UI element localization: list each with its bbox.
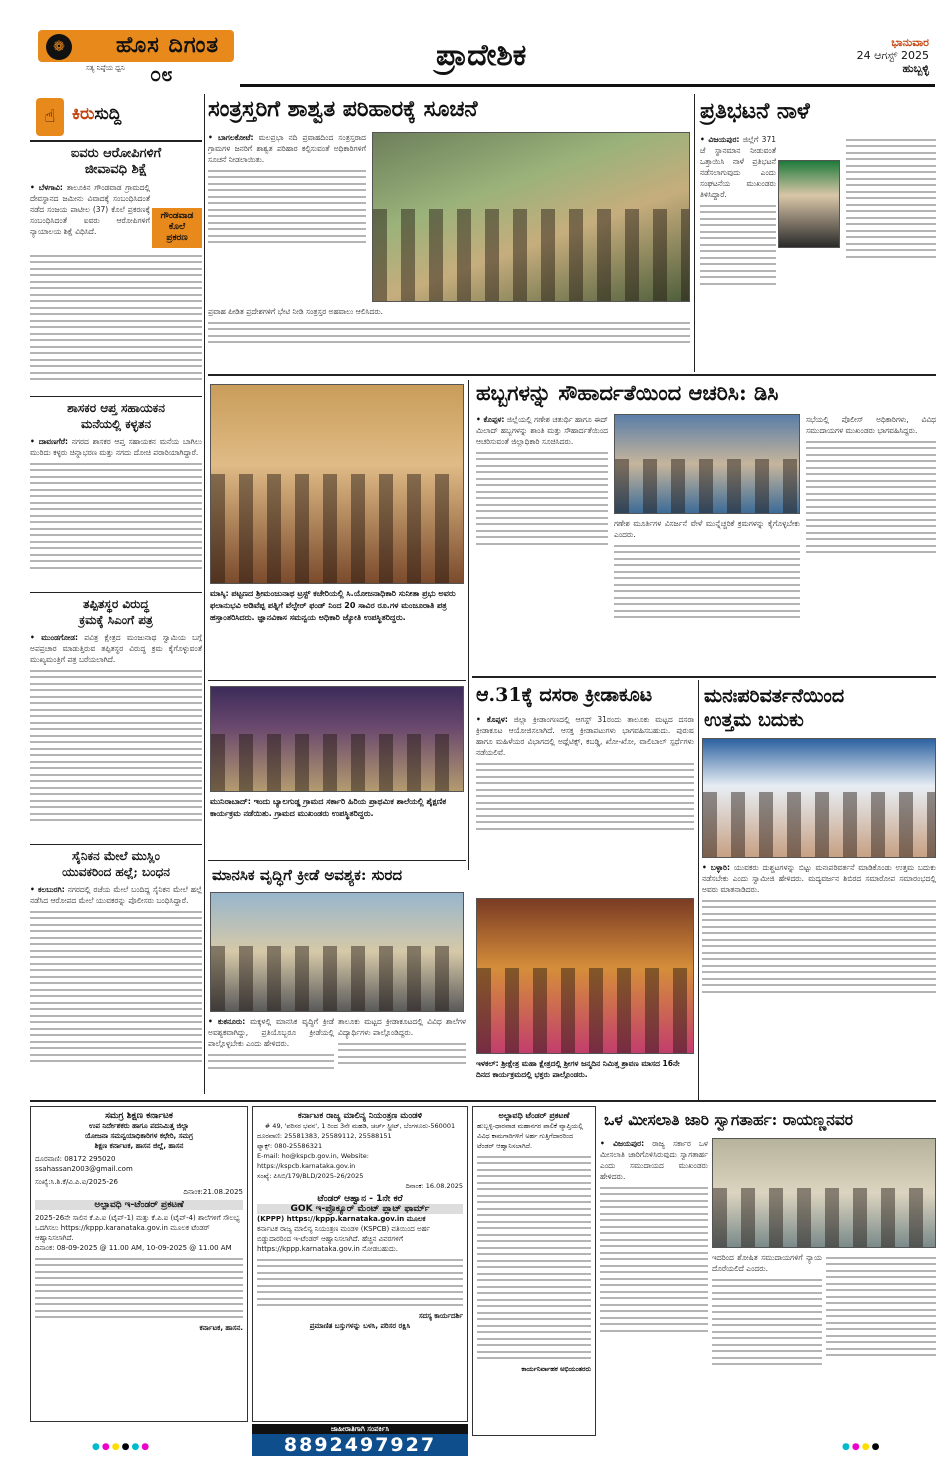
story-body bbox=[600, 1138, 708, 1440]
box-line: ಕೊಲೆ bbox=[168, 222, 186, 232]
story-body bbox=[338, 1016, 466, 1100]
divider bbox=[30, 1100, 936, 1102]
ad-url: (KPPP) https://kppp.karnataka.gov.in ಮೂಲಕ bbox=[257, 1215, 426, 1223]
brief-headline-line: ಶಾಸಕರ ಆಪ್ತ ಸಹಾಯಕನ bbox=[67, 401, 165, 415]
hand-icon: ☝ bbox=[36, 98, 64, 136]
divider bbox=[30, 592, 202, 593]
logo bbox=[38, 30, 234, 62]
ad-line: ಉಪ ನಿರ್ದೇಶಕರು ಹಾಗೂ ಪದನಿಮಿತ್ತ ಜಿಲ್ಲಾ bbox=[89, 1122, 189, 1130]
day: ಭಾನುವಾರ bbox=[891, 36, 929, 49]
ad-web: E-mail: ho@kspcb.gov.in, Website: https://kspcb.karnataka.gov.in bbox=[257, 1152, 369, 1170]
story-body bbox=[476, 714, 694, 894]
ad-date: ದಿನಾಂಕ: 16.08.2025 bbox=[405, 1182, 463, 1190]
brief-headline bbox=[30, 848, 202, 880]
column-rule bbox=[204, 94, 205, 1094]
ad-body: 2025-26ನೇ ಸಾಲಿನ ಕೆ.ಪಿ.ಐ (ಟೈಪ್-1) ಮತ್ತು ಕೆ.ಪಿ.ಐ (ಟೈಪ್-4) ಶಾಲೆಗಳಿಗೆ ಸೌಲಭ್ಯ ಒದಗಿಸಲು https://kppp.karanataka.gov.in ಮೂಲಕ ಟೆಂಡರ್ ಆಹ್ವಾನಿಸಲಾಗಿದೆ. bbox=[35, 1214, 240, 1242]
story-body bbox=[826, 1252, 936, 1440]
ad-ref: ಸಂಖ್ಯೆ:ಸಿ.ಶಿ.ಕೆ/ವಿ.ಪಿ.ಐ/2025-26 bbox=[35, 1178, 118, 1186]
tender-ad-3 bbox=[472, 1106, 596, 1436]
tagline: ಸತ್ಯ ನಿಷ್ಠೆಯ ಧ್ವನಿ bbox=[86, 64, 125, 72]
brief-body bbox=[30, 436, 202, 588]
divider bbox=[208, 374, 936, 376]
story-body bbox=[614, 518, 800, 668]
ad-date: ದಿನಾಂಕ:21.08.2025 bbox=[183, 1188, 243, 1196]
protest-photo bbox=[372, 132, 690, 302]
portrait-photo bbox=[778, 160, 840, 248]
brief-text: ನಗರದಲ್ಲಿ ರಜೆಯ ಮೇಲೆ ಬಂದಿದ್ದ ಸೈನಿಕನ ಮೇಲೆ ಹಲ್ಲೆ ನಡೆಸಿದ ಆರೋಪದ ಮೇಲೆ ಯುವಕರನ್ನು ಪೊಲೀಸರು ಬಂಧಿಸಿದ್ದಾರೆ. bbox=[30, 885, 202, 905]
brief-headline-line: ತಪ್ಪಿತಸ್ಥರ ವಿರುದ್ಧ bbox=[82, 597, 150, 611]
story-body bbox=[712, 1252, 822, 1440]
dateline: • ಕುಕನೂರು: bbox=[208, 1017, 246, 1026]
story-text: ಪುರುಷ ಹಾಗೂ ಮಹಿಳೆಯರ ವಿಭಾಗದಲ್ಲಿ ಅಥ್ಲೆಟಿಕ್ಸ್, ಕಬಡ್ಡಿ, ಖೋ-ಖೋ, ವಾಲಿಬಾಲ್ ಸ್ಪರ್ಧೆಗಳು ನಡೆಯಲಿವೆ. bbox=[476, 726, 694, 757]
dateline: • ಕೊಪ್ಪಳ: bbox=[476, 415, 505, 424]
story-text: ಜಿಲ್ಲಾ ಕ್ರೀಡಾಂಗಣದಲ್ಲಿ ಆಗಸ್ಟ್ 31ರಂದು ತಾಲೂಕು ಮಟ್ಟದ ದಸರಾ ಕ್ರೀಡಾಕೂಟ ಆಯೋಜಿಸಲಾಗಿದೆ. ಆಸಕ್ತ ಕ್ರೀಡಾಪಟುಗಳು ಭಾಗವಹಿಸಬಹುದು. bbox=[476, 715, 694, 735]
masthead bbox=[0, 0, 945, 88]
divider bbox=[208, 680, 466, 681]
divider bbox=[30, 140, 202, 142]
brief-headline-line: ಯುವಕರಿಂದ ಹಲ್ಲೆ; ಬಂಧನ bbox=[62, 865, 170, 879]
ad-contact-number: 8892497927 bbox=[252, 1434, 468, 1456]
story-body bbox=[476, 414, 608, 668]
brief-headline bbox=[30, 596, 202, 628]
award-photo bbox=[210, 384, 464, 584]
ad-notice: ಅಲ್ಪಾವಧಿ ಇ-ಟೆಂಡರ್ ಪ್ರಕಟಣೆ bbox=[35, 1200, 243, 1210]
ceremony-photo bbox=[476, 898, 694, 1054]
brief-body bbox=[30, 632, 202, 840]
column-rule bbox=[468, 380, 469, 870]
story-text: ಜಿಲ್ಲೆಯಲ್ಲಿ ಗಣೇಶ ಚತುರ್ಥಿ ಹಾಗೂ ಈದ್ ಮಿಲಾದ್ ಹಬ್ಬಗಳನ್ನು ಶಾಂತಿ ಮತ್ತು ಸೌಹಾರ್ದತೆಯಿಂದ ಆಚರಿಸುವಂತೆ ಜಿಲ್ಲಾಧಿಕಾರಿ ಸೂಚಿಸಿದರು. bbox=[476, 415, 608, 446]
ad-title: ಅಲ್ಪಾವಧಿ ಟೆಂಡರ್ ಪ್ರಕಟಣೆ bbox=[498, 1111, 570, 1120]
story-text: ಯುವಕರು ದುಶ್ಚಟಗಳನ್ನು ಬಿಟ್ಟು ಮನಃಪರಿವರ್ತನೆ ಮಾಡಿಕೊಂಡು ಉತ್ತಮ ಬದುಕು ನಡೆಸಬೇಕು ಎಂದು ಸ್ವಾಮೀಜಿ ಹೇಳಿದರು. bbox=[702, 863, 936, 883]
brief-text: ನಗರದ ಶಾಸಕರ ಆಪ್ತ ಸಹಾಯಕನ ಮನೆಯ ಬಾಗಿಲು ಮುರಿದು ಕಳ್ಳರು ಚಿನ್ನಾಭರಣ ಮತ್ತು ನಗದು ದೋಚಿ ಪರಾರಿಯಾಗಿದ್ದಾರೆ. bbox=[30, 437, 202, 457]
story-headline: ಸಂತ್ರಸ್ತರಿಗೆ ಶಾಶ್ವತ ಪರಿಹಾರಕ್ಕೆ ಸೂಚನೆ bbox=[208, 96, 478, 122]
brief-text: ಪವಿತ್ರ ಕ್ಷೇತ್ರದ ಮಂಜುನಾಥ ಸ್ವಾಮಿಯ ಬಗ್ಗೆ ಅಪಪ್ರಚಾರ ಮಾಡುತ್ತಿರುವ ತಪ್ಪಿತಸ್ಥರ ವಿರುದ್ಧ ಕ್ರಮ ಕೈಗೊಳ್ಳುವಂತೆ ಮುಖ್ಯಮಂತ್ರಿಗೆ ಪತ್ರ ಬರೆಯಲಾಗಿದೆ. bbox=[30, 633, 202, 664]
ad-sign: ಕಾರ್ಯನಿರ್ವಾಹಕ ಅಭಿಯಂತರರು bbox=[521, 1364, 591, 1373]
ad-line: ಯೋಜನಾ ಸಮನ್ವಯಾಧಿಕಾರಿಗಳ ಕಛೇರಿ, ಸಮಗ್ರ bbox=[84, 1132, 194, 1140]
story-text: ತಾಲೂಕು ಮಟ್ಟದ ಕ್ರೀಡಾಕೂಟದಲ್ಲಿ ವಿವಿಧ ಶಾಲೆಗಳ ವಿದ್ಯಾರ್ಥಿಗಳು ಪಾಲ್ಗೊಂಡಿದ್ದರು. bbox=[338, 1017, 466, 1037]
ad-body: ಹುಬ್ಬಳ್ಳಿ-ಧಾರವಾಡ ಮಹಾನಗರ ಪಾಲಿಕೆ ವ್ಯಾಪ್ತಿಯಲ್ಲಿ ವಿವಿಧ ಕಾಮಗಾರಿಗಳಿಗೆ ಅರ್ಹ ಗುತ್ತಿಗೆದಾರರಿಂದ ಟೆಂಡರ್ ಆಹ್ವಾನಿಸಲಾಗಿದೆ. bbox=[477, 1122, 584, 1150]
story-headline: ಪ್ರತಿಭಟನೆ ನಾಳೆ bbox=[700, 98, 810, 124]
city: ಹುಬ್ಬಳ್ಳಿ bbox=[902, 62, 929, 75]
divider bbox=[208, 860, 466, 861]
ad-footer: ಪ್ರಮಾಣಿತ ಬಸ್ತುಗಳನ್ನು ಬಳಸಿ, ಪರಿಸರ ರಕ್ಷಿಸಿ bbox=[309, 1321, 411, 1330]
story-body bbox=[208, 306, 690, 370]
brief-filler bbox=[30, 250, 202, 390]
photo-caption: ಮುನಿರಾಬಾದ್: ಇಂದು ಬ್ಯಾಲಗುಡ್ಡ ಗ್ರಾಮದ ಸರ್ಕಾರಿ ಹಿರಿಯ ಪ್ರಾಥಮಿಕ ಶಾಲೆಯಲ್ಲಿ ಶೈಕ್ಷಣಿಕ ಕಾರ್ಯಕ್ರಮ ನಡೆಯಿತು. ಗ್ರಾಮದ ಮುಖಂಡರು ಉಪಸ್ಥಿತರಿದ್ದರು. bbox=[210, 797, 447, 818]
story-headline-line: ಉತ್ತಮ ಬದುಕು bbox=[704, 709, 804, 731]
ad-address: # 49, 'ಪರಿಸರ ಭವನ', 1 ರಿಂದ 3ನೇ ಮಹಡಿ, ಚರ್ಚ್ ಸ್ಟ್ರೀಟ್, ಬೆಂಗಳೂರು-560001 bbox=[264, 1122, 456, 1130]
registration-marks: ●●●●●● bbox=[92, 1442, 152, 1452]
story-body bbox=[208, 132, 366, 302]
dateline: • ಬಾಗಲಕೋಟೆ: bbox=[208, 133, 254, 142]
registration-marks: ●●●● bbox=[842, 1442, 882, 1452]
brief-body bbox=[30, 884, 202, 1089]
story-text: ರಾಜ್ಯ ಸರ್ಕಾರ ಒಳ ಮೀಸಲಾತಿ ಜಾರಿಗೊಳಿಸಿರುವುದು ಸ್ವಾಗತಾರ್ಹ ಎಂದು ಸಮುದಾಯದ ಮುಖಂಡರು ಹೇಳಿದರು. bbox=[600, 1139, 708, 1181]
ad-title: ಕರ್ನಾಟಕ ರಾಜ್ಯ ಮಾಲಿನ್ಯ ನಿಯಂತ್ರಣ ಮಂಡಳಿ bbox=[297, 1111, 423, 1121]
meeting-photo bbox=[614, 414, 800, 514]
story-text: ಗಣೇಶ ಮೂರ್ತಿಗಳ ವಿಸರ್ಜನೆ ವೇಳೆ ಮುನ್ನೆಚ್ಚರಿಕೆ ಕ್ರಮಗಳನ್ನು ಕೈಗೊಳ್ಳಬೇಕು ಎಂದರು. bbox=[614, 519, 800, 539]
brief-headline bbox=[30, 146, 202, 178]
story-text: ಸಭೆಯಲ್ಲಿ ಪೊಲೀಸ್ ಅಧಿಕಾರಿಗಳು, ವಿವಿಧ ಸಮುದಾಯಗಳ ಮುಖಂಡರು ಭಾಗವಹಿಸಿದ್ದರು. bbox=[806, 415, 936, 435]
story-headline-line: ಮನಃಪರಿವರ್ತನೆಯಿಂದ bbox=[704, 685, 845, 707]
ad-contact-label: ಜಾಹೀರಾತಿಗಾಗಿ ಸಂಪರ್ಕಿಸಿ bbox=[252, 1424, 468, 1434]
school-photo bbox=[210, 686, 464, 792]
tender-ad-2 bbox=[252, 1106, 468, 1422]
divider bbox=[472, 676, 936, 678]
story-headline: ಹಬ್ಬಗಳನ್ನು ಸೌಹಾರ್ದತೆಯಿಂದ ಆಚರಿಸಿ: ಡಿಸಿ bbox=[476, 380, 779, 405]
story-text: ಜಿಲ್ಲೆಗೆ 371 ಜೆ ಸ್ಥಾನಮಾನ ನೀಡುವಂತೆ ಒತ್ತಾಯಿಸಿ ನಾಳೆ ಪ್ರತಿಭಟನೆ ನಡೆಸಲಾಗುವುದು ಎಂದು ಸಂಘಟನೆಯ ಮುಖಂಡರು ತಿಳಿಸಿದ್ದಾರೆ. bbox=[700, 135, 776, 199]
dateline: • ಕಲಬುರಗಿ: bbox=[30, 885, 65, 894]
divider bbox=[30, 844, 202, 845]
ad-sign: ಸದಸ್ಯ ಕಾರ್ಯದರ್ಶಿ bbox=[418, 1311, 463, 1320]
dateline: • ಕೊಪ್ಪಳ: bbox=[476, 715, 508, 724]
date: 24 ಆಗಸ್ಟ್ 2025 bbox=[856, 49, 929, 62]
ad-phone: ದೂರವಾಣಿ: 08172 295020 bbox=[35, 1155, 116, 1163]
story-body bbox=[700, 134, 776, 370]
dateline: • ವಿಜಯಪುರ: bbox=[700, 135, 740, 144]
ad-line: ಶಿಕ್ಷಣ ಕರ್ನಾಟಕ, ಹಾಸನ ಜಿಲ್ಲೆ, ಹಾಸನ bbox=[94, 1142, 184, 1150]
masthead-rule bbox=[240, 84, 935, 87]
sports-photo bbox=[210, 892, 464, 1012]
box-line: ಪ್ರಕರಣ bbox=[166, 233, 188, 243]
brief-headline-line: ಮನೆಯಲ್ಲಿ ಕಳ್ಳತನ bbox=[81, 417, 151, 431]
story-body bbox=[846, 134, 936, 370]
story-text: ಮಕ್ಕಳಲ್ಲಿ ಮಾನಸಿಕ ವೃದ್ಧಿಗೆ ಕ್ರೀಡೆ ಅವಶ್ಯಕವಾಗಿದ್ದು, ಪ್ರತಿಯೊಬ್ಬರೂ ಕ್ರೀಡೆಯಲ್ಲಿ ಪಾಲ್ಗೊಳ್ಳಬೇಕು ಎಂದು ಹೇಳಿದರು. bbox=[208, 1017, 334, 1048]
ad-gok: GOK ಇ-ಪ್ರೊಕ್ಯೂರ್ ಮೆಂಟ್ ಪ್ಲಾಟ್ ಫಾರ್ಮ್ bbox=[257, 1204, 463, 1214]
suddi-label: ಸುದ್ದಿ bbox=[94, 104, 122, 124]
ad-phone: ದೂರವಾಣಿ: 25581383, 25589112, 25588151 bbox=[257, 1132, 392, 1140]
ad-email: ssahassan2003@gmail.com bbox=[35, 1165, 133, 1173]
brief-headline-line: ಜೀವಾವಧಿ ಶಿಕ್ಷೆ bbox=[84, 162, 148, 177]
logo-text: ಹೊಸ ದಿಗಂತ bbox=[116, 33, 220, 58]
ad-ref: ಸಂಖ್ಯೆ: ಪಿಸಿಬಿ/179/BLD/2025-26/2025 bbox=[257, 1172, 364, 1180]
date-box bbox=[857, 36, 929, 75]
brief-body bbox=[30, 182, 150, 238]
story-headline bbox=[704, 684, 844, 732]
ad-body: ಕರ್ನಾಟಕ ರಾಜ್ಯ ಮಾಲಿನ್ಯ ನಿಯಂತ್ರಣ ಮಂಡಳಿ (KSPCB) ವತಿಯಿಂದ ಅರ್ಹ ಬಿಡ್ಡುದಾರರಿಂದ ಇ-ಟೆಂಡರ್ ಆಹ್ವಾನಿಸಲಾಗಿದೆ. ಹೆಚ್ಚಿನ ವಿವರಗಳಿಗೆ https://kppp.karnataka.gov.in ನೋಡಬಹುದು. bbox=[257, 1225, 431, 1253]
photo-caption: ಇಳಕಲ್: ಶ್ರೀಕ್ಷೇತ್ರ ಮಹಾ ಕ್ಷೇತ್ರದಲ್ಲಿ ಶ್ರೀಗಳ ಜನ್ಮದಿನ ನಿಮಿತ್ತ ಶ್ರಾವಣ ಮಾಸದ 16ನೇ ದಿನದ ಕಾರ್ಯಕ್ರಮದಲ್ಲಿ ಭಕ್ತರು ಪಾಲ್ಗೊಂಡರು. bbox=[476, 1059, 680, 1079]
dateline: • ಮುಂಡಗೋಡ: bbox=[30, 633, 78, 642]
brief-headline-line: ಕ್ರಮಕ್ಕೆ ಸಿಎಂಗೆ ಪತ್ರ bbox=[79, 613, 153, 627]
photo-caption: ಮಾಸ್ಕಿ: ಪಟ್ಟಣದ ಶ್ರೀಮಂಜುನಾಥ ಟ್ರಸ್ಟ್ ಕಚೇರಿಯಲ್ಲಿ ಸಿ.ಯೋಜನಾಧಿಕಾರಿ ಸುನೀತಾ ಪ್ರಭು ಅವರು ಫಲಾನುಭವಿ ಅಡಿವೆಪ್ಪ ಪತ್ನಿಗೆ ವೆಲ್ಫೇರ್ ಫಂಡ್ ನಿಂದ 20 ಸಾವಿರ ರೂ.ಗಳ ಮಂಜೂರಾತಿ ಪತ್ರ ಹಸ್ತಾಂತರಿಸಿದರು. ಜ್ಞಾನವಿಕಾಸ ಸಮನ್ವಯ ಅಧಿಕಾರಿ ಜ್ಯೋತಿ ಉಪಸ್ಥಿತರಿದ್ದರು. bbox=[210, 589, 456, 622]
highlight-box bbox=[152, 208, 202, 248]
column-rule bbox=[694, 94, 695, 372]
ad-notice: ಟೆಂಡರ್ ಆಹ್ವಾನ - 1ನೇ ಕರೆ bbox=[317, 1194, 403, 1204]
story-body bbox=[702, 862, 936, 1100]
dateline: • ವಿಜಯಪುರ: bbox=[600, 1139, 645, 1148]
story-text: ಮಲಪ್ರಭಾ ನದಿ ಪ್ರವಾಹದಿಂದ ಸಂತ್ರಸ್ತರಾದ ಗ್ರಾಮಗಳ ಜನರಿಗೆ ಶಾಶ್ವತ ಪರಿಹಾರ ಕಲ್ಪಿಸುವಂತೆ ಅಧಿಕಾರಿಗಳಿಗೆ ಸೂಚನೆ ನೀಡಲಾಯಿತು. bbox=[208, 133, 366, 164]
dateline: • ದಾವಣಗೆರೆ: bbox=[30, 437, 69, 446]
brief-headline-line: ಐವರು ಆರೋಪಿಗಳಿಗೆ bbox=[70, 146, 162, 161]
dateline: • ಬೆಳಗಾವಿ: bbox=[30, 183, 63, 192]
brief-headline-line: ಸೈನಿಕನ ಮೇಲೆ ಮುಸ್ಲಿಂ bbox=[72, 849, 160, 863]
story-headline: ಒಳ ಮೀಸಲಾತಿ ಜಾರಿ ಸ್ವಾಗತಾರ್ಹ: ರಾಯಣ್ಣನವರ bbox=[604, 1110, 853, 1129]
brief-text: ತಾಲೂಕಿನ ಗೌಂಡವಾಡ ಗ್ರಾಮದಲ್ಲಿ ದೇವಸ್ಥಾನದ ಜಮೀನು ವಿವಾದಕ್ಕೆ ಸಂಬಂಧಿಸಿದಂತೆ ನಡೆದ ಸಂಜಯ ಪಾಟೀಲ (37) ಕೊಲೆ ಪ್ರಕರಣಕ್ಕೆ ಸಂಬಂಧಿಸಿದಂತೆ ಐವರು ಆರೋಪಿಗಳಿಗೆ ನ್ಯಾಯಾಲಯ ಶಿಕ್ಷೆ ವಿಧಿಸಿದೆ. bbox=[30, 183, 150, 236]
page-number: ೦೮ bbox=[150, 62, 173, 86]
story-body bbox=[208, 1016, 334, 1100]
ad-footer: ಕರ್ನಾಟಕ, ಹಾಸನ. bbox=[199, 1323, 243, 1332]
dateline: • ಬಳ್ಳಾರಿ: bbox=[702, 863, 730, 872]
story-text: ಮದ್ಯವರ್ಜನ ಶಿಬಿರದ ಸಮಾರೋಪ ಸಮಾರಂಭದಲ್ಲಿ ಅವರು ಮಾತನಾಡಿದರು. bbox=[702, 874, 936, 894]
box-line: ಗೌಂಡವಾಡ bbox=[160, 211, 194, 221]
story-headline: ಮಾನಸಿಕ ವೃದ್ಧಿಗೆ ಕ್ರೀಡೆ ಅವಶ್ಯಕ: ಸುರದ bbox=[212, 866, 403, 884]
tender-ad-1 bbox=[30, 1106, 248, 1422]
ad-title: ಸಮಗ್ರ ಶಿಕ್ಷಣ ಕರ್ನಾಟಕ bbox=[105, 1111, 173, 1121]
bird-icon: ❁ bbox=[46, 34, 72, 60]
kiru-label: ಕಿರು bbox=[72, 104, 95, 124]
divider bbox=[30, 396, 202, 397]
event-photo bbox=[702, 738, 936, 858]
ad-fax: ಫ್ಯಾಕ್ಸ್: 080-25586321 bbox=[257, 1142, 323, 1150]
brief-headline bbox=[30, 400, 202, 432]
story-headline: ಆ.31ಕ್ಕೆ ದಸರಾ ಕ್ರೀಡಾಕೂಟ bbox=[476, 684, 653, 706]
story-text: ಪ್ರವಾಹ ಪೀಡಿತ ಪ್ರದೇಶಗಳಿಗೆ ಭೇಟಿ ನೀಡಿ ಸಂತ್ರಸ್ತರ ಅಹವಾಲು ಆಲಿಸಿದರು. bbox=[208, 307, 384, 316]
column-rule bbox=[698, 680, 699, 1100]
story-body bbox=[806, 414, 936, 668]
story-text: ಇದರಿಂದ ಶೋಷಿತ ಸಮುದಾಯಗಳಿಗೆ ನ್ಯಾಯ ದೊರೆಯಲಿದೆ ಎಂದರು. bbox=[712, 1253, 822, 1273]
kiru-suddi-label bbox=[72, 104, 121, 124]
ad-dates: ದಿನಾಂಕ: 08-09-2025 @ 11.00 AM, 10-09-2025 @ 11.00 AM bbox=[35, 1244, 232, 1252]
section-title: ಪ್ರಾದೇಶಿಕ bbox=[436, 38, 527, 73]
press-meet-photo bbox=[712, 1138, 936, 1248]
